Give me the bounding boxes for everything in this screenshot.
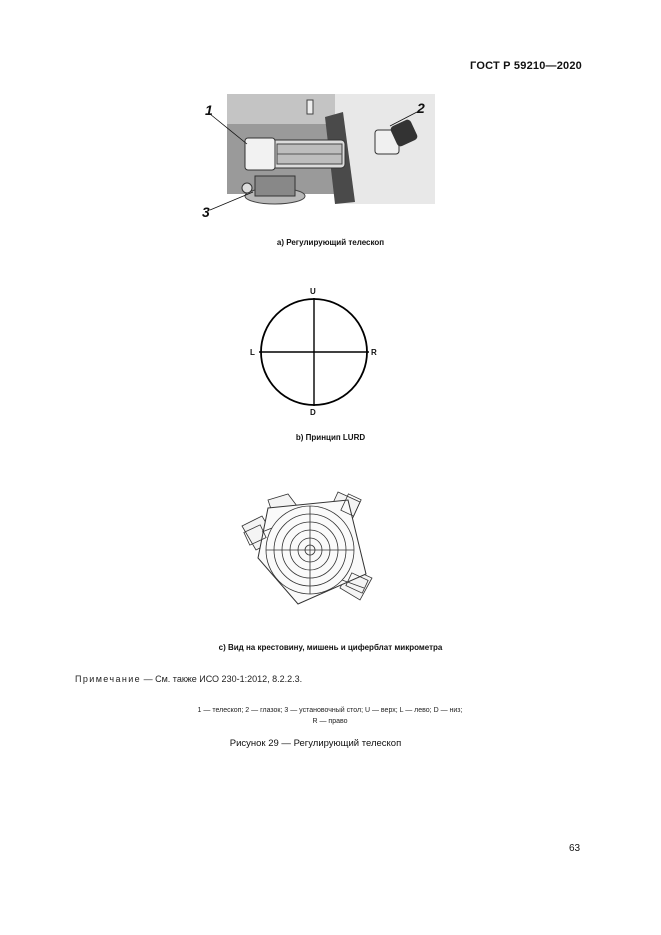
legend-line-2: R — право <box>312 718 348 725</box>
label-r: R <box>371 348 377 357</box>
legend-line-1: 1 — телескоп; 2 — глазок; 3 — установочный стол; U — верх; L — лево; D — низ; <box>197 707 463 714</box>
lurd-diagram <box>255 297 375 409</box>
caption-a: a) Регулирующий телескоп <box>276 238 385 247</box>
standard-header: ГОСТ Р 59210—2020 <box>470 60 582 72</box>
label-l: L <box>250 348 255 357</box>
callout-1: 1 <box>205 102 213 118</box>
label-u: U <box>310 287 316 296</box>
caption-b: b) Принцип LURD <box>295 433 366 442</box>
crosshair-target-drawing <box>238 488 384 610</box>
figure-title: Рисунок 29 — Регулирующий телескоп <box>229 738 402 749</box>
callout-2: 2 <box>417 100 425 116</box>
figure-legend <box>100 705 560 727</box>
page-number: 63 <box>569 843 581 854</box>
label-d: D <box>310 408 316 417</box>
caption-c: c) Вид на крестовину, мишень и циферблат микрометра <box>218 643 443 652</box>
note <box>75 674 302 684</box>
telescope-photo <box>195 92 435 217</box>
note-label: Примечание <box>75 674 142 684</box>
callout-3: 3 <box>202 204 210 220</box>
note-text: — См. также ИСО 230-1:2012, 8.2.2.3. <box>143 674 303 684</box>
